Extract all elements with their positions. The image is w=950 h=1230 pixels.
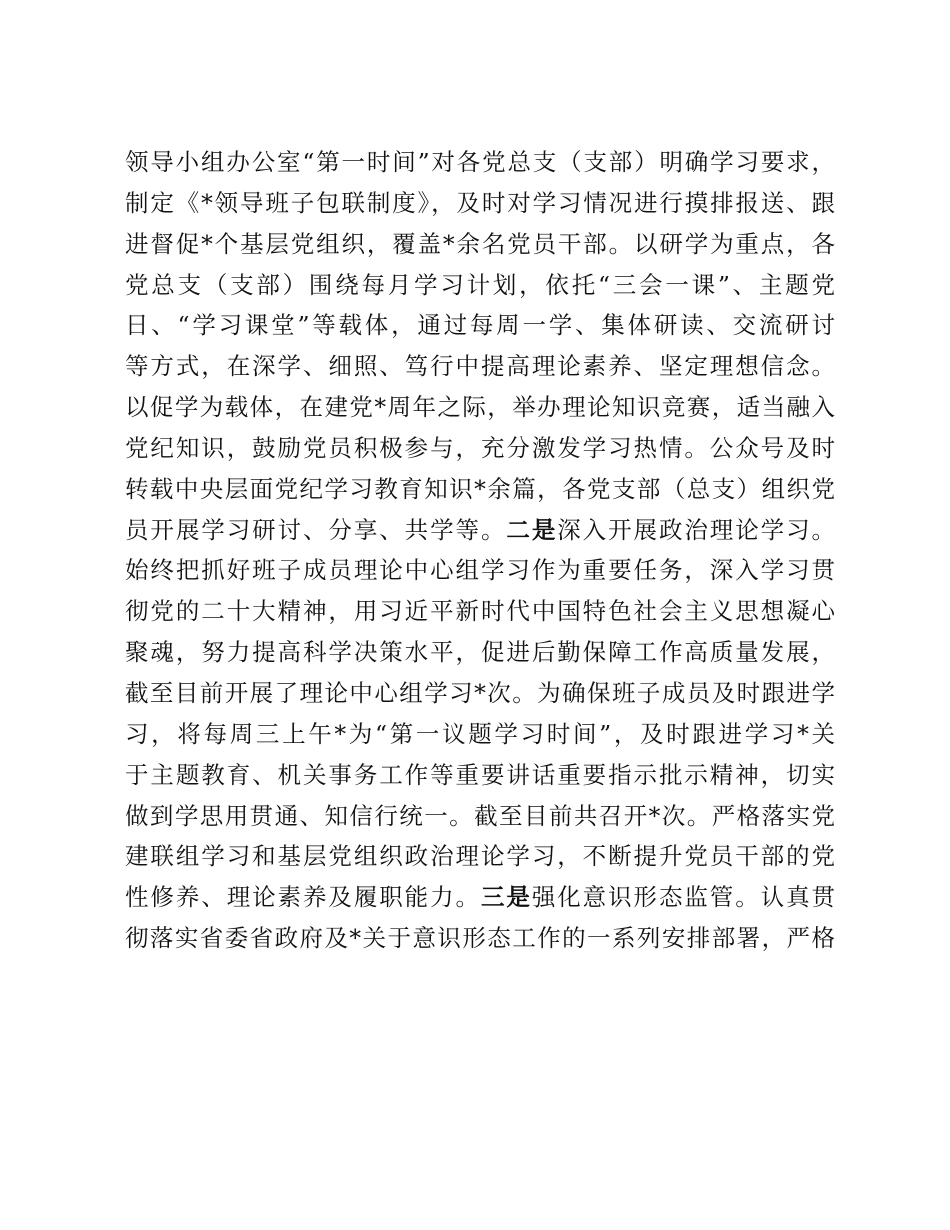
text-line: 始终把抓好班子成员理论中心组学习作为重要任务，深入学习贯 <box>125 556 835 585</box>
text-line: 习，将每周三上午*为“第一议题学习时间”，及时跟进学习*关 <box>125 719 835 748</box>
text-line: 日、“学习课堂”等载体，通过每周一学、集体研读、交流研讨 <box>125 311 835 340</box>
text-line: 领导小组办公室“第一时间”对各党总支（支部）明确学习要求， <box>125 148 835 176</box>
text-line: 做到学思用贯通、知信行统一。截至目前共召开*次。严格落实党 <box>125 801 835 830</box>
text-line: 建联组学习和基层党组织政治理论学习，不断提升党员干部的党 <box>125 842 835 871</box>
text-line: 截至目前开展了理论中心组学习*次。为确保班子成员及时跟进学 <box>125 678 835 707</box>
text-line: 聚魂，努力提高科学决策水平，促进后勤保障工作高质量发展， <box>125 638 835 667</box>
line-text-before: 员开展学习研讨、分享、共学等。 <box>125 515 507 544</box>
text-line: 彻党的二十大精神，用习近平新时代中国特色社会主义思想凝心 <box>125 597 835 626</box>
text-line: 彻落实省委省政府及*关于意识形态工作的一系列安排部署，严格 <box>125 924 835 953</box>
text-line: 以促学为载体，在建党*周年之际，举办理论知识竞赛，适当融入 <box>125 393 835 422</box>
text-line: 等方式，在深学、细照、笃行中提高理论素养、坚定理想信念。 <box>125 352 835 381</box>
text-line: 制定《*领导班子包联制度》，及时对学习情况进行摸排报送、跟 <box>125 188 835 217</box>
body-text <box>125 142 835 959</box>
text-line-with-heading <box>125 877 835 918</box>
text-line: 党总支（支部）围绕每月学习计划，依托“三会一课”、主题党 <box>125 270 835 299</box>
text-line: 转载中央层面党纪学习教育知识*余篇，各党支部（总支）组织党 <box>125 474 835 503</box>
line-text-before: 性修养、理论素养及履职能力。 <box>125 883 481 912</box>
point-label-two: 二是 <box>506 515 558 544</box>
point-label-three: 三是 <box>480 883 532 912</box>
text-line: 于主题教育、机关事务工作等重要讲话重要指示批示精神，切实 <box>125 760 835 789</box>
line-text-after: 强化意识形态监管。认真贯 <box>531 883 836 912</box>
text-line-with-heading <box>125 510 835 551</box>
text-line: 党纪知识，鼓励党员积极参与，充分激发学习热情。公众号及时 <box>125 433 835 462</box>
text-line: 进督促*个基层党组织，覆盖*余名党员干部。以研学为重点，各 <box>125 229 835 258</box>
line-text-after: 深入开展政治理论学习。 <box>557 515 836 544</box>
